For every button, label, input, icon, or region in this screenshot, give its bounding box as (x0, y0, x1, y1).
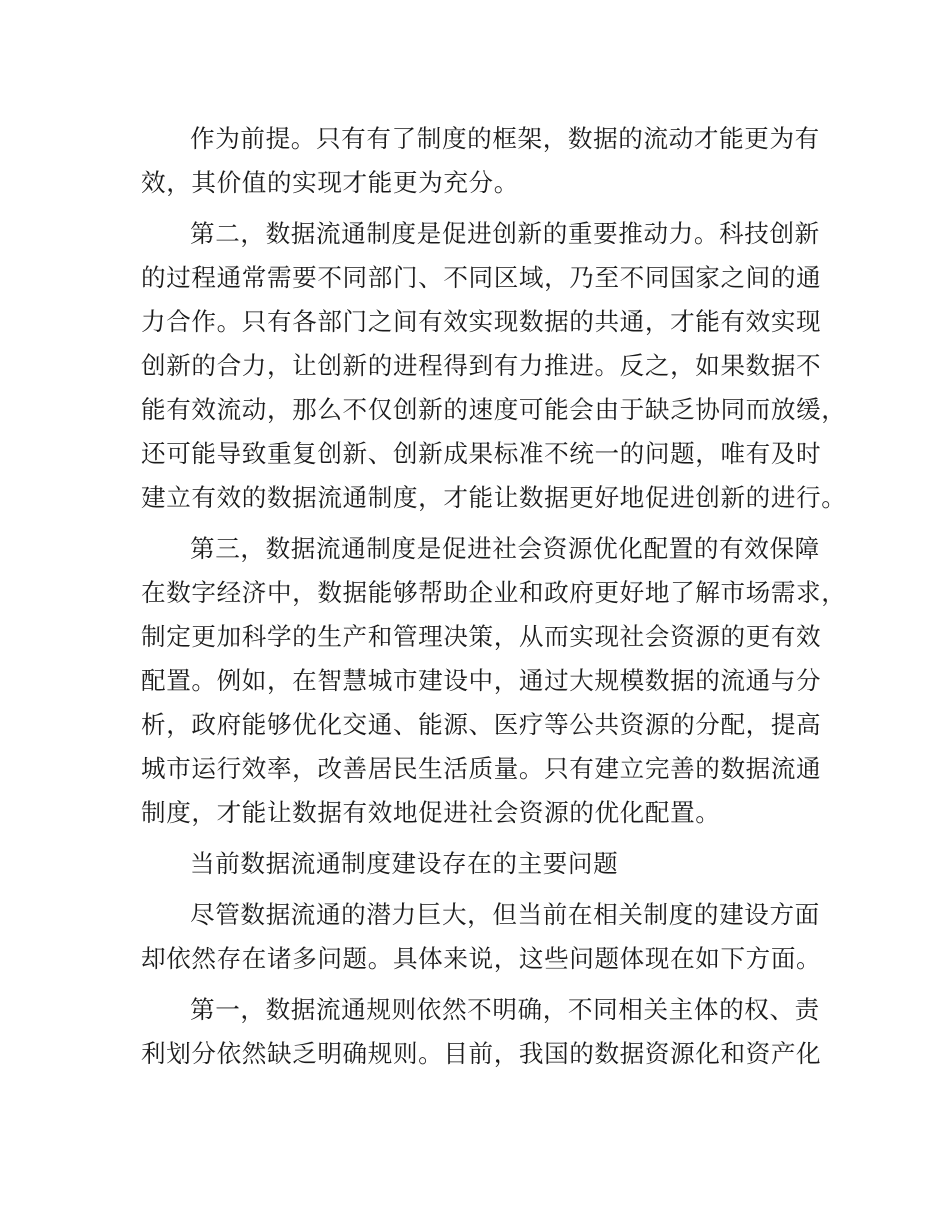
text-line: 建立有效的数据流通制度，才能让数据更好地促进创新的进行。 (141, 483, 847, 512)
text-line: 配置。例如，在智慧城市建设中，通过大规模数据的流通与分 (141, 666, 822, 695)
text-line: 的过程通常需要不同部门、不同区域，乃至不同国家之间的通 (141, 263, 822, 292)
text-line: 能有效流动，那么不仅创新的速度可能会由于缺乏协同而放缓， (141, 395, 847, 424)
text-line: 在数字经济中，数据能够帮助企业和政府更好地了解市场需求， (141, 578, 847, 607)
text-line: 利划分依然缺乏明确规则。目前，我国的数据资源化和资产化 (141, 1039, 822, 1068)
text-line: 效，其价值的实现才能更为充分。 (141, 168, 519, 197)
text-line: 却依然存在诸多问题。具体来说，这些问题体现在如下方面。 (141, 944, 822, 973)
text-line: 制定更加科学的生产和管理决策，从而实现社会资源的更有效 (141, 622, 822, 651)
text-line: 创新的合力，让创新的进程得到有力推进。反之，如果数据不 (141, 351, 822, 380)
text-line: 还可能导致重复创新、创新成果标准不统一的问题，唯有及时 (141, 439, 822, 468)
section-heading: 当前数据流通制度建设存在的主要问题 (190, 849, 619, 878)
text-line: 制度，才能让数据有效地促进社会资源的优化配置。 (141, 798, 721, 827)
text-line: 第三，数据流通制度是促进社会资源优化配置的有效保障 (190, 534, 820, 563)
text-line: 第二，数据流通制度是促进创新的重要推动力。科技创新 (190, 219, 820, 248)
text-line: 析，政府能够优化交通、能源、医疗等公共资源的分配，提高 (141, 710, 822, 739)
text-line: 城市运行效率，改善居民生活质量。只有建立完善的数据流通 (141, 754, 822, 783)
text-line: 第一，数据流通规则依然不明确，不同相关主体的权、责 (190, 995, 820, 1024)
text-line: 尽管数据流通的潜力巨大，但当前在相关制度的建设方面 (190, 900, 820, 929)
text-line: 作为前提。只有有了制度的框架，数据的流动才能更为有 (190, 124, 820, 153)
text-line: 力合作。只有各部门之间有效实现数据的共通，才能有效实现 (141, 307, 822, 336)
